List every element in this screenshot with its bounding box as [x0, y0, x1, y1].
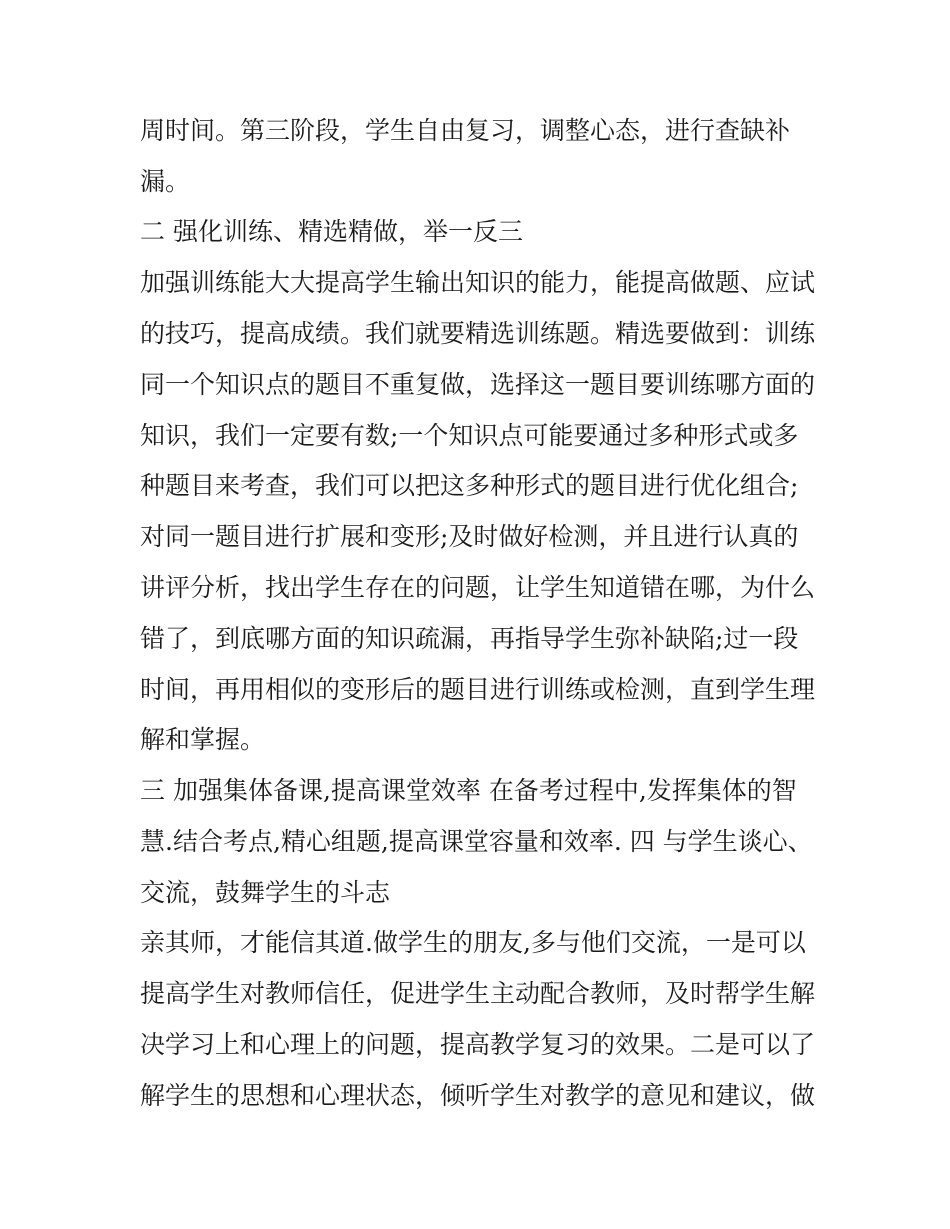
- text-line: 的技巧，提高成绩。我们就要精选训练题。精选要做到：训练: [140, 319, 816, 348]
- text-line: 同一个知识点的题目不重复做，选择这一题目要训练哪方面的: [140, 370, 816, 399]
- text-line: 亲其师，才能信其道.做学生的朋友,多与他们交流，一是可以: [140, 928, 806, 957]
- text-line: 加强训练能大大提高学生输出知识的能力，能提高做题、应试: [140, 268, 816, 297]
- text-line: 对同一题目进行扩展和变形;及时做好检测，并且进行认真的: [140, 522, 799, 551]
- section-heading: 三 加强集体备课,提高课堂效率 在备考过程中,发挥集体的智: [140, 776, 797, 805]
- text-line: 知识，我们一定要有数;一个知识点可能要通过多种形式或多: [140, 421, 799, 450]
- text-line: 解学生的思想和心理状态，倾听学生对教学的意见和建议，做: [140, 1081, 816, 1110]
- text-line: 提高学生对教师信任，促进学生主动配合教师，及时帮学生解: [140, 979, 816, 1008]
- text-line: 漏。: [140, 167, 191, 196]
- text-line: 周时间。第三阶段，学生自由复习，调整心态，进行查缺补: [140, 116, 791, 145]
- text-line: 决学习上和心理上的问题，提高教学复习的效果。二是可以了: [140, 1030, 816, 1059]
- text-line: 错了，到底哪方面的知识疏漏，再指导学生弥补缺陷;过一段: [140, 624, 799, 653]
- section-heading: 二 强化训练、精选精做，举一反三: [140, 217, 523, 246]
- text-line: 交流，鼓舞学生的斗志: [140, 878, 391, 907]
- text-line: 时间，再用相似的变形后的题目进行训练或检测，直到学生理: [140, 675, 816, 704]
- text-line: 讲评分析，找出学生存在的问题，让学生知道错在哪，为什么: [140, 573, 816, 602]
- text-line: 慧.结合考点,精心组题,提高课堂容量和效率. 四 与学生谈心、: [140, 827, 813, 856]
- text-line: 种题目来考查，我们可以把这多种形式的题目进行优化组合;: [140, 471, 799, 500]
- text-line: 解和掌握。: [140, 725, 266, 754]
